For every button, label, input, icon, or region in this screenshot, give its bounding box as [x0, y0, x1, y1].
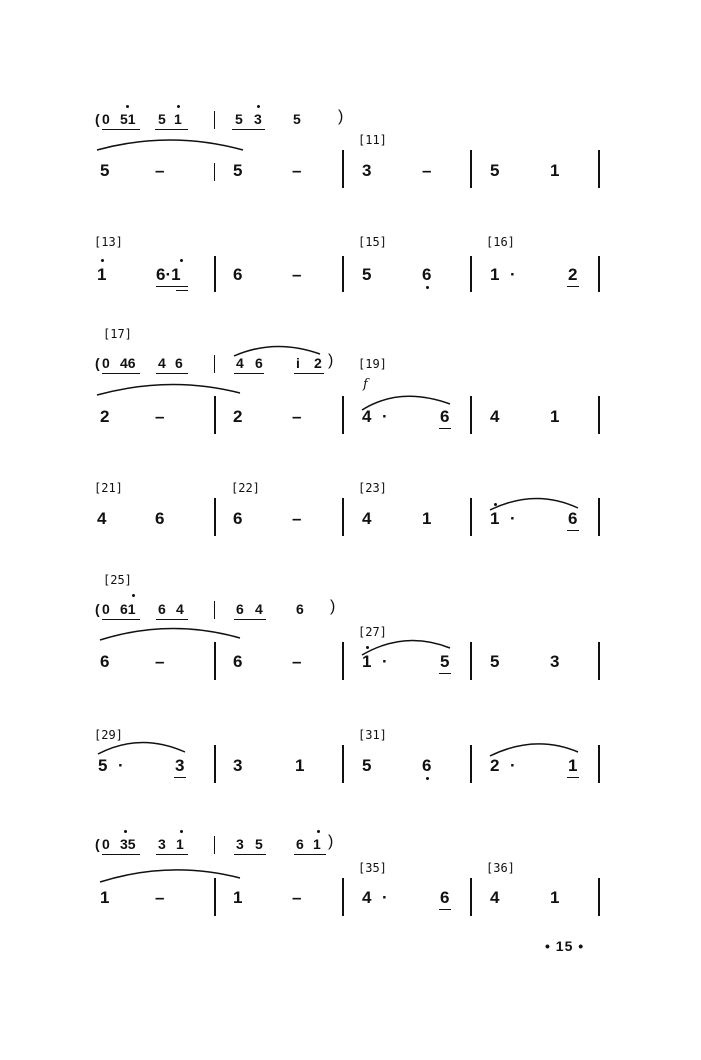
barline — [214, 256, 216, 292]
barline — [598, 878, 600, 916]
note: 1 — [550, 161, 560, 180]
augmentation-dot: · — [382, 652, 388, 671]
cue-barline — [214, 111, 215, 129]
measure-number: [17] — [103, 327, 132, 341]
measure-number: [35] — [358, 861, 387, 875]
dash: – — [292, 161, 302, 180]
cue-note: 6 — [296, 601, 304, 617]
barline — [470, 878, 472, 916]
note: 1 — [362, 652, 372, 671]
note: 3 — [362, 161, 372, 180]
measure-number: [19] — [358, 357, 387, 371]
note: 4 — [362, 407, 372, 426]
augmentation-dot: · — [510, 509, 516, 528]
note: 5 — [490, 652, 500, 671]
measure-number: [36] — [486, 861, 515, 875]
cue-note: 6 — [255, 355, 263, 371]
barline — [342, 498, 344, 536]
note: 1 — [97, 265, 107, 284]
duration-underline — [176, 290, 188, 291]
cue-note: 51 — [120, 111, 136, 127]
barline — [598, 256, 600, 292]
octave-dot — [180, 259, 183, 262]
cue-barline — [214, 601, 215, 619]
note: 3 — [233, 756, 243, 775]
measure-number: [11] — [358, 133, 387, 147]
measure-number: [13] — [94, 235, 123, 249]
cue-note: 0 — [102, 836, 110, 852]
slur-m27 — [362, 640, 450, 655]
note: 2 — [490, 756, 500, 775]
dash: – — [155, 407, 165, 426]
cue-open-paren: ( — [95, 355, 100, 371]
note: 6 — [233, 652, 243, 671]
duration-underline — [156, 286, 188, 287]
page-number: • 15 • — [545, 938, 585, 954]
note: 1 — [422, 509, 432, 528]
note: 6 — [422, 265, 432, 284]
barline — [214, 163, 215, 181]
cue-close-paren: ) — [328, 352, 334, 369]
barline — [470, 396, 472, 434]
barline — [342, 150, 344, 188]
duration-underline — [439, 673, 451, 674]
slur-m32 — [490, 744, 578, 756]
note: 4 — [362, 509, 372, 528]
measure-number: [22] — [231, 481, 260, 495]
octave-dot — [132, 594, 135, 597]
barline — [214, 498, 216, 536]
slur-m24 — [490, 498, 578, 510]
duration-underline — [294, 854, 326, 855]
slur-m29 — [98, 742, 185, 754]
cue-close-paren: ) — [328, 833, 334, 850]
cue-note: 1 — [313, 836, 321, 852]
cue-note: 0 — [102, 111, 110, 127]
duration-underline — [102, 129, 140, 130]
note: 5 — [490, 161, 500, 180]
cue-note: 35 — [120, 836, 136, 852]
note: 1 — [568, 756, 578, 775]
note: 1 — [295, 756, 305, 775]
cue-note: 4 — [158, 355, 166, 371]
octave-dot — [366, 646, 369, 649]
octave-dot — [124, 830, 127, 833]
barline — [470, 745, 472, 783]
cue-open-paren: ( — [95, 836, 100, 852]
dash: – — [422, 161, 432, 180]
note: 5 — [233, 161, 243, 180]
cue-note: 2 — [314, 355, 322, 371]
note: 6 — [440, 888, 450, 907]
barline — [598, 745, 600, 783]
note: 1 — [490, 509, 500, 528]
dash: – — [155, 652, 165, 671]
dash: – — [292, 407, 302, 426]
note: 3 — [550, 652, 560, 671]
duration-underline — [234, 854, 266, 855]
cue-note: 1 — [176, 836, 184, 852]
measure-number: [31] — [358, 728, 387, 742]
slur-system5 — [100, 628, 240, 640]
dash: – — [155, 161, 165, 180]
measure-number: [25] — [103, 573, 132, 587]
note: 2 — [100, 407, 110, 426]
octave-dot — [126, 105, 129, 108]
note: 6 — [422, 756, 432, 775]
barline — [598, 642, 600, 680]
cue-note: i — [296, 355, 300, 371]
note: 6·1 — [156, 265, 181, 284]
cue-open-paren: ( — [95, 601, 100, 617]
dynamic-forte: f — [363, 377, 368, 392]
note: 1 — [100, 888, 110, 907]
duration-underline — [155, 129, 188, 130]
barline — [470, 256, 472, 292]
slur-system1 — [97, 140, 243, 150]
barline — [342, 256, 344, 292]
low-octave-dot — [426, 777, 429, 780]
slur-m19 — [362, 396, 450, 410]
note: 2 — [568, 265, 578, 284]
duration-underline — [156, 854, 188, 855]
barline — [598, 396, 600, 434]
barline — [470, 642, 472, 680]
cue-note: 4 — [176, 601, 184, 617]
augmentation-dot: · — [510, 265, 516, 284]
barline — [598, 150, 600, 188]
note: 5 — [98, 756, 108, 775]
augmentation-dot: · — [510, 756, 516, 775]
dash: – — [292, 265, 302, 284]
augmentation-dot: · — [382, 888, 388, 907]
cue-note: 5 — [255, 836, 263, 852]
dash: – — [292, 888, 302, 907]
cue-note: 0 — [102, 601, 110, 617]
low-octave-dot — [426, 286, 429, 289]
duration-underline — [567, 777, 579, 778]
cue-note: 4 — [236, 355, 244, 371]
note: 6 — [233, 265, 243, 284]
barline — [342, 745, 344, 783]
cue-note: 46 — [120, 355, 136, 371]
octave-dot — [317, 830, 320, 833]
note: 3 — [175, 756, 185, 775]
cue-note: 0 — [102, 355, 110, 371]
duration-underline — [102, 854, 140, 855]
note: 6 — [440, 407, 450, 426]
duration-underline — [234, 619, 266, 620]
note: 1 — [550, 407, 560, 426]
octave-dot — [257, 105, 260, 108]
note: 1 — [233, 888, 243, 907]
duration-underline — [567, 286, 579, 287]
cue-note: 6 — [236, 601, 244, 617]
note: 4 — [362, 888, 372, 907]
dash: – — [155, 888, 165, 907]
cue-note: 6 — [175, 355, 183, 371]
duration-underline — [232, 129, 265, 130]
slur-system3-cue — [234, 346, 320, 356]
duration-underline — [439, 428, 451, 429]
cue-note: 1 — [174, 111, 182, 127]
duration-underline — [567, 530, 579, 531]
barline — [598, 498, 600, 536]
note: 5 — [362, 265, 372, 284]
barline — [342, 396, 344, 434]
cue-note: 6 — [296, 836, 304, 852]
note: 6 — [100, 652, 110, 671]
cue-barline — [214, 355, 215, 373]
cue-close-paren: ) — [330, 598, 336, 615]
measure-number: [15] — [358, 235, 387, 249]
augmentation-dot: · — [382, 407, 388, 426]
octave-dot — [177, 105, 180, 108]
duration-underline — [174, 777, 186, 778]
note: 5 — [440, 652, 450, 671]
cue-open-paren: ( — [95, 111, 100, 127]
note: 1 — [490, 265, 500, 284]
duration-underline — [102, 373, 140, 374]
note: 5 — [100, 161, 110, 180]
cue-barline — [214, 836, 215, 854]
octave-dot — [494, 503, 497, 506]
duration-underline — [439, 909, 451, 910]
note: 5 — [362, 756, 372, 775]
barline — [214, 745, 216, 783]
cue-note: 5 — [158, 111, 166, 127]
cue-note: 3 — [158, 836, 166, 852]
duration-underline — [156, 619, 188, 620]
cue-note: 3 — [254, 111, 262, 127]
note: 2 — [233, 407, 243, 426]
measure-number: [21] — [94, 481, 123, 495]
slur-system3 — [97, 384, 240, 395]
duration-underline — [294, 373, 324, 374]
dash: – — [292, 652, 302, 671]
note: 4 — [490, 407, 500, 426]
barline — [342, 878, 344, 916]
cue-note: 5 — [235, 111, 243, 127]
octave-dot — [180, 830, 183, 833]
note: 6 — [155, 509, 165, 528]
note: 4 — [97, 509, 107, 528]
barline — [214, 642, 216, 680]
note: 1 — [550, 888, 560, 907]
duration-underline — [234, 373, 264, 374]
augmentation-dot: · — [118, 756, 124, 775]
note: 6 — [568, 509, 578, 528]
note: 4 — [490, 888, 500, 907]
cue-note: 3 — [236, 836, 244, 852]
measure-number: [23] — [358, 481, 387, 495]
barline — [342, 642, 344, 680]
cue-note: 4 — [255, 601, 263, 617]
note: 6 — [233, 509, 243, 528]
barline — [470, 498, 472, 536]
slur-system7 — [100, 870, 240, 882]
dash: – — [292, 509, 302, 528]
cue-note: 5 — [293, 111, 301, 127]
cue-note: 6 — [158, 601, 166, 617]
cue-note: 61 — [120, 601, 136, 617]
barline — [470, 150, 472, 188]
cue-close-paren: ) — [338, 108, 344, 125]
barline — [214, 878, 216, 916]
duration-underline — [156, 373, 188, 374]
measure-number: [16] — [486, 235, 515, 249]
duration-underline — [102, 619, 140, 620]
barline — [214, 396, 216, 434]
measure-number: [29] — [94, 728, 123, 742]
measure-number: [27] — [358, 625, 387, 639]
octave-dot — [101, 259, 104, 262]
